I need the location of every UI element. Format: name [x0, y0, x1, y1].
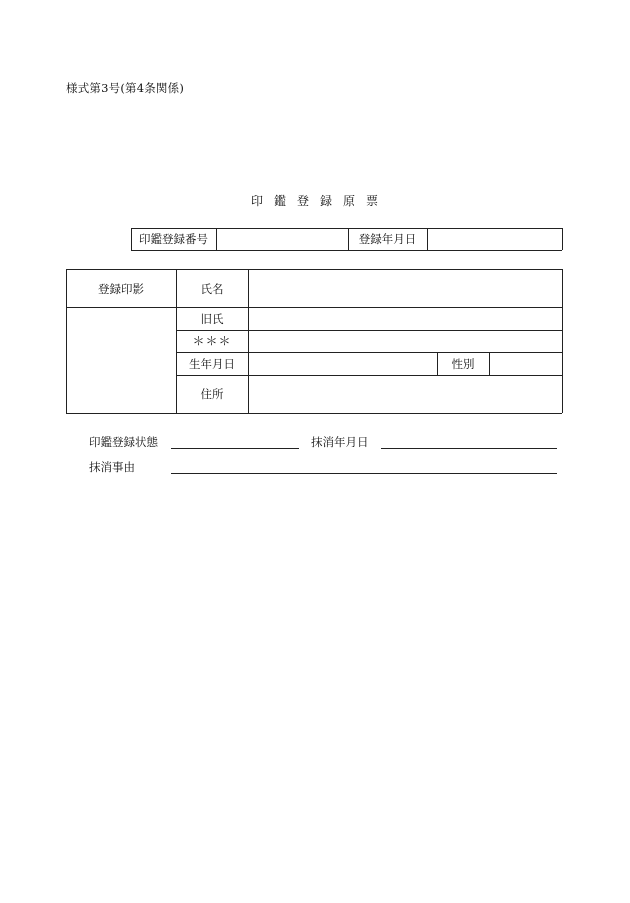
reg-date-label: 登録年月日: [358, 232, 417, 246]
status-line[interactable]: [171, 448, 299, 449]
asterisk-label: ＊＊＊: [192, 334, 232, 348]
status-label: 印鑑登録状態: [89, 435, 158, 449]
address-label: 住所: [200, 387, 224, 401]
name-label: 氏名: [200, 282, 224, 296]
cancel-reason-line[interactable]: [171, 473, 557, 474]
gender-label: 性別: [451, 357, 475, 371]
seal-impression-label: 登録印影: [98, 282, 144, 296]
reg-number-label: 印鑑登録番号: [139, 232, 208, 246]
former-name-label: 旧氏: [200, 312, 224, 326]
cancel-reason-label: 抹消事由: [89, 460, 135, 474]
page-title: 印鑑登録原票: [250, 194, 389, 208]
birthdate-label: 生年月日: [189, 357, 235, 371]
cancel-date-line[interactable]: [381, 448, 557, 449]
form-number: 様式第3号(第4条関係): [66, 81, 185, 95]
cancel-date-label: 抹消年月日: [311, 435, 369, 449]
